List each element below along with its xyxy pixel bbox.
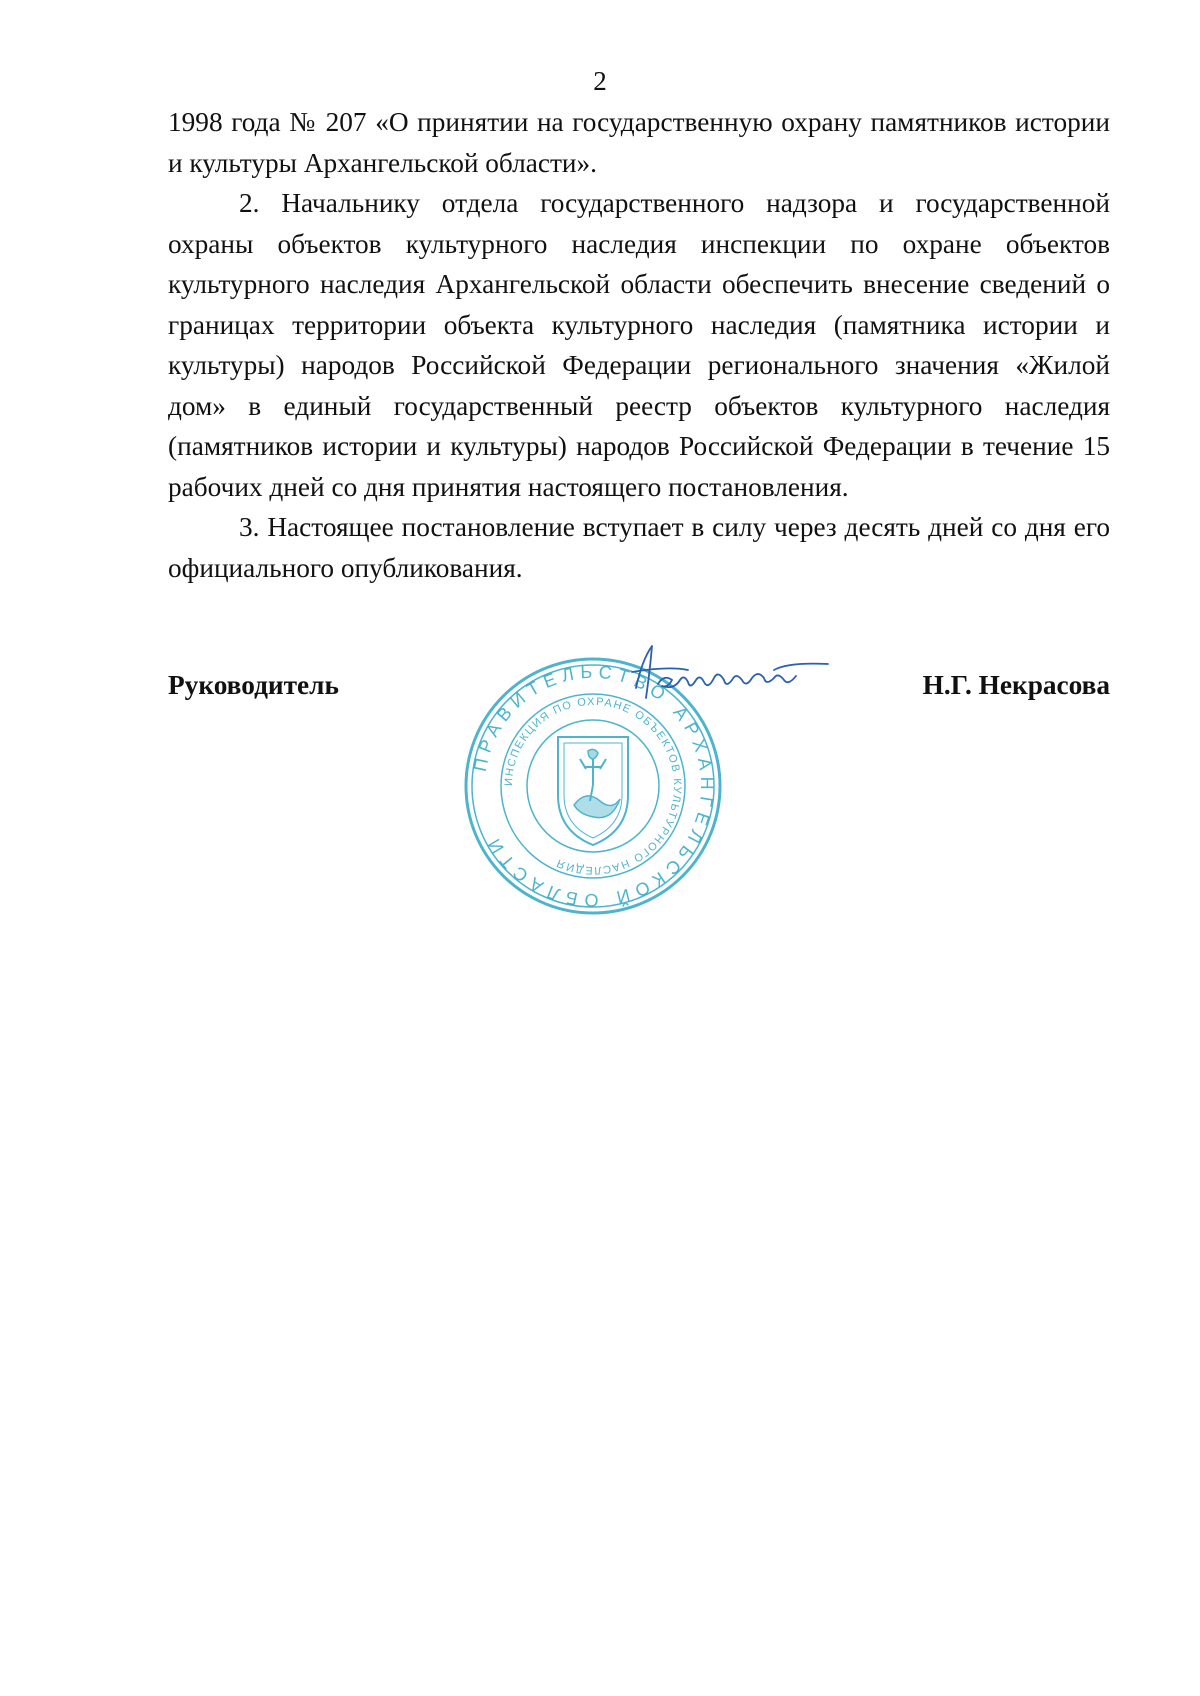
svg-text:ИНСПЕКЦИЯ ПО ОХРАНЕ ОБЪЕКТОВ К: ИНСПЕКЦИЯ ПО ОХРАНЕ ОБЪЕКТОВ КУЛЬТУРНОГО НАСЛЕДИЯ [502,695,684,877]
signatory-name: Н.Г. Некрасова [922,670,1110,700]
paragraph-continuation: 1998 года № 207 «О принятии на государственную охрану памятников истории и культуры Архангельской области». [168,107,1110,178]
page-number: 2 [593,66,607,96]
document-body [168,102,1110,588]
svg-text:ПРАВИТЕЛЬСТВО АРХАНГЕЛЬСКОЙ ОБ: ПРАВИТЕЛЬСТВО АРХАНГЕЛЬСКОЙ ОБЛАСТИ [469,661,718,911]
handwritten-signature [628,640,838,710]
signatory-title: Руководитель [168,670,339,700]
paragraph-item-3: 3. Настоящее постановление вступает в силу через десять дней со дня его официального опубликования. [168,512,1110,583]
paragraph-item-2: 2. Начальнику отдела государственного надзора и государственной охраны объектов культурного наследия инспекции по охране объектов культурного наследия Архангельской области обеспечить внесение сведений о границах территории объекта культурного наследия (памятника истории и культуры) народов Российской Федерации регионального значения «Жилой дом» в единый государственный реестр объектов культурного наследия (памятников истории и культуры) народов Российской Федерации в течение 15 рабочих дней со дня принятия настоящего постановления. [168,188,1110,502]
